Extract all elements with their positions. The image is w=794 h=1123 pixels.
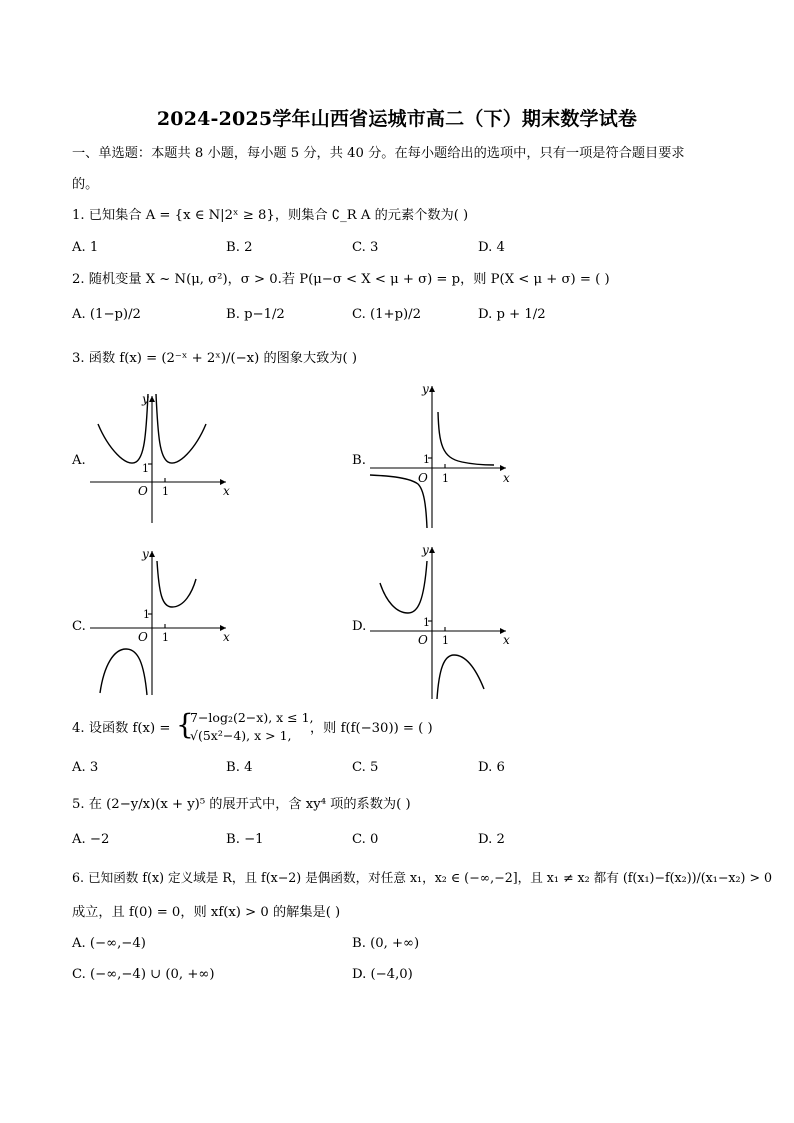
- graph-c-y-one: 1: [143, 608, 150, 621]
- graph-c: [86, 545, 236, 700]
- question-5-stem: 5. 在 (2−y/x)(x + y)⁵ 的展开式中，含 xy⁴ 项的系数为( ): [72, 797, 411, 812]
- graph-c-svg: [86, 545, 236, 700]
- q1-option-c: C. 3: [352, 240, 379, 255]
- graph-d-y-label: y: [422, 543, 429, 557]
- question-4-stem-prefix: 4. 设函数 f(x) =: [72, 721, 171, 736]
- q3-option-d: D.: [352, 619, 367, 634]
- q3-option-c: C.: [72, 619, 86, 634]
- q1-option-d: D. 4: [478, 240, 505, 255]
- graph-d-x-one: 1: [442, 634, 449, 647]
- q5-option-c: C. 0: [352, 832, 379, 847]
- question-2-stem: 2. 随机变量 X ~ N(μ, σ²)，σ > 0.若 P(μ−σ < X < μ + σ) = p，则 P(X < μ + σ) = ( ): [72, 272, 610, 287]
- graph-c-curve-left: [100, 649, 147, 695]
- q5-option-a: A. −2: [72, 832, 110, 847]
- q4-option-b: B. 4: [226, 760, 253, 775]
- q2-option-b: B. p−1/2: [226, 307, 285, 322]
- graph-a-curve-right: [156, 394, 206, 463]
- graph-b-y-arrow: [429, 386, 435, 392]
- graph-a-y-label: y: [142, 392, 149, 406]
- graph-d-x-label: x: [503, 633, 510, 647]
- graph-a-y-one: 1: [142, 462, 149, 475]
- section-header-line1: 一、单选题：本题共 8 小题，每小题 5 分，共 40 分。在每小题给出的选项中，只有一项是符合题目要求: [72, 146, 685, 161]
- graph-a: [86, 388, 236, 528]
- graph-b-svg: [366, 380, 516, 532]
- paper-title: 2024-2025学年山西省运城市高二（下）期末数学试卷: [156, 108, 638, 130]
- q6-option-b: B. (0, +∞): [352, 936, 420, 951]
- graph-b: [366, 380, 516, 532]
- graph-d-svg: [366, 541, 516, 703]
- q4-option-c: C. 5: [352, 760, 379, 775]
- graph-a-svg: [86, 388, 236, 528]
- q2-option-a: A. (1−p)/2: [72, 307, 141, 322]
- q3-option-a: A.: [72, 453, 86, 468]
- graph-a-y-arrow: [149, 396, 155, 402]
- q4-option-a: A. 3: [72, 760, 99, 775]
- question-6-stem-line2: 成立，且 f(0) = 0，则 xf(x) > 0 的解集是( ): [72, 905, 341, 920]
- q4-option-d: D. 6: [478, 760, 505, 775]
- graph-a-x-label: x: [223, 484, 230, 498]
- graph-d-origin: O: [418, 633, 428, 647]
- graph-a-x-one: 1: [162, 485, 169, 498]
- question-1-stem: 1. 已知集合 A = {x ∈ N|2ˣ ≥ 8}，则集合 ∁_R A 的元素个数为( ): [72, 208, 469, 223]
- graph-a-origin: O: [138, 484, 148, 498]
- question-6-stem-line1: 6. 已知函数 f(x) 定义域是 R，且 f(x−2) 是偶函数，对任意 x₁，x₂ ∈ (−∞,−2]，且 x₁ ≠ x₂ 都有 (f(x₁)−f(x₂))/(x₁−x₂) > 0: [72, 870, 773, 885]
- graph-b-curve-right: [438, 412, 494, 465]
- q6-option-a: A. (−∞,−4): [72, 936, 146, 951]
- q4-piece-2: √(5x²−4), x > 1,: [190, 728, 292, 743]
- graph-d-curve-right: [437, 655, 484, 699]
- graph-b-x-label: x: [503, 471, 510, 485]
- graph-d: [366, 541, 516, 703]
- graph-b-y-one: 1: [423, 453, 430, 466]
- section-header-line2: 的。: [72, 177, 99, 192]
- q2-option-d: D. p + 1/2: [478, 307, 546, 322]
- q1-option-b: B. 2: [226, 240, 253, 255]
- q5-option-b: B. −1: [226, 832, 264, 847]
- q1-option-a: A. 1: [72, 240, 99, 255]
- q4-brace: {: [176, 708, 194, 741]
- graph-c-origin: O: [138, 630, 148, 644]
- graph-d-y-arrow: [429, 547, 435, 553]
- graph-b-x-one: 1: [442, 472, 449, 485]
- graph-a-curve-left: [98, 394, 148, 463]
- q2-option-c: C. (1+p)/2: [352, 307, 422, 322]
- graph-c-x-label: x: [223, 630, 230, 644]
- q6-option-c: C. (−∞,−4) ∪ (0, +∞): [72, 967, 215, 982]
- q3-option-b: B.: [352, 453, 366, 468]
- graph-c-y-arrow: [149, 551, 155, 557]
- q4-piece-1: 7−log₂(2−x), x ≤ 1,: [190, 710, 314, 725]
- graph-b-origin: O: [418, 471, 428, 485]
- graph-b-y-label: y: [422, 382, 429, 396]
- q6-option-d: D. (−4,0): [352, 967, 413, 982]
- graph-d-y-one: 1: [423, 616, 430, 629]
- graph-d-curve-left: [380, 561, 427, 613]
- graph-c-curve-right: [157, 561, 196, 607]
- q5-option-d: D. 2: [478, 832, 505, 847]
- question-4-stem-suffix: ，则 f(f(−30)) = ( ): [310, 721, 433, 736]
- question-3-stem: 3. 函数 f(x) = (2⁻ˣ + 2ˣ)/(−x) 的图象大致为( ): [72, 351, 358, 366]
- graph-c-y-label: y: [142, 547, 149, 561]
- graph-c-x-one: 1: [162, 631, 169, 644]
